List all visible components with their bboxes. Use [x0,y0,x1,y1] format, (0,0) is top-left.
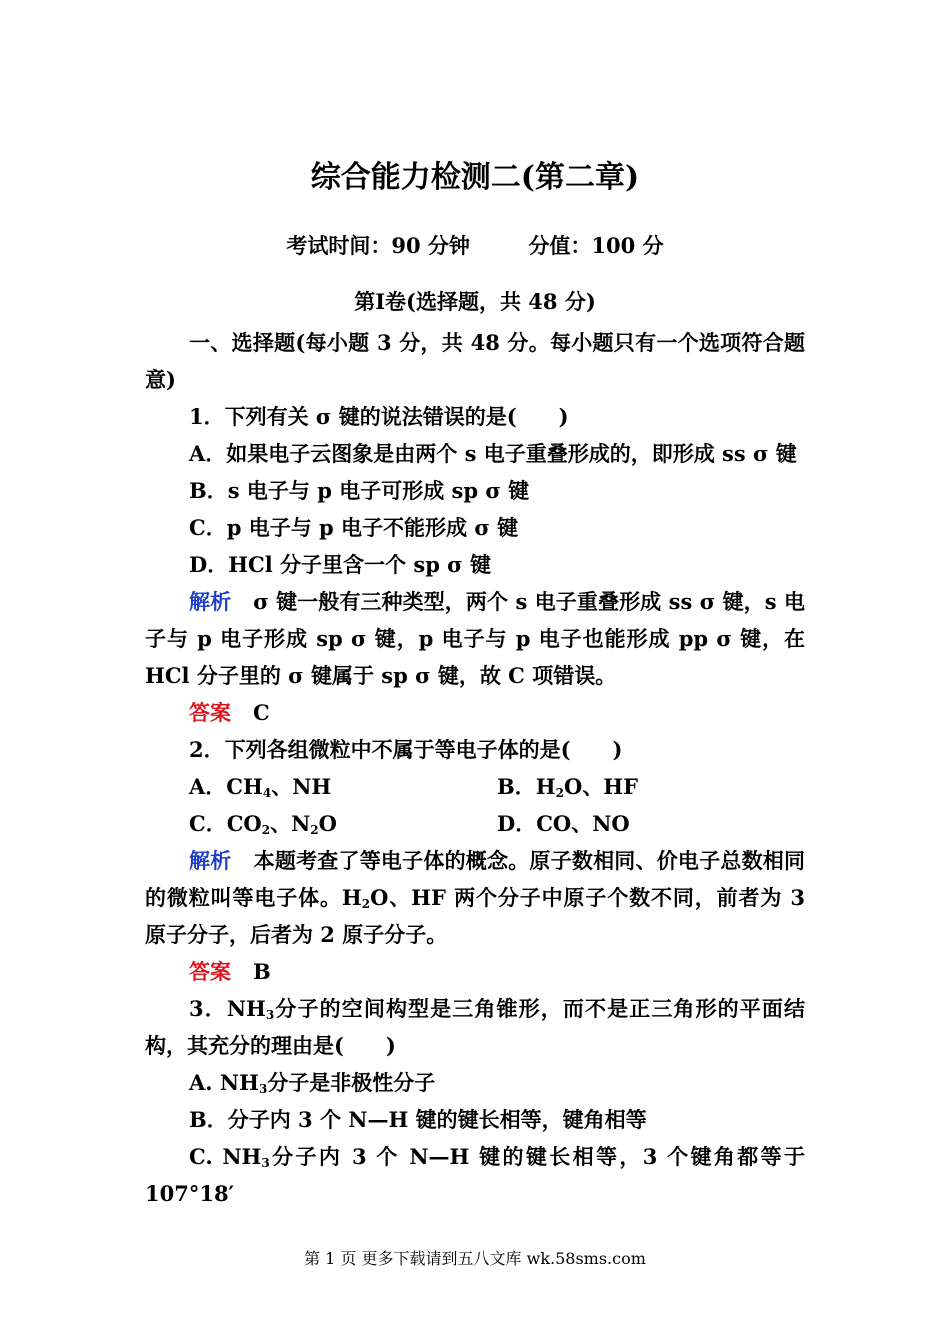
exam-score: 分值：100 分 [528,233,664,258]
q1-option-d: D．HCl 分子里含一个 sp σ 键 [189,552,491,577]
analysis-tag: 解析 [189,848,232,873]
q3-option-a: A. $NH_3$分子是非极性分子 [189,1070,436,1096]
q2-analysis: 解析 本题考查了等电子体的概念。原子数相同、价电子总数相同的微粒叫等电子体。$H_2O$、HF 两个分子中原子个数不同，前者为 3 原子分子，后者为 2 原子分子。 [145,848,806,947]
page-footer: 第 1 页 更多下载请到五八文库 wk.58sms.com [304,1249,646,1268]
q2-option-c: C．$CO_2$、$N_2O$ [189,811,337,837]
q1-analysis [145,583,805,694]
q3-option-b: B．分子内 3 个 N—H 键的键长相等，键角相等 [189,1107,647,1132]
exam-time: 考试时间：90 分钟 [286,233,470,258]
q2-answer-value: B [253,959,271,984]
answer-tag: 答案 [189,700,231,725]
q1-option-a: A．如果电子云图象是由两个 s 电子重叠形成的，即形成 ss σ 键 [189,441,797,466]
instructions: 一、选择题(每小题 3 分，共 48 分。每小题只有一个选项符合题意) [145,330,805,392]
q3-stem: 3．$NH_3$分子的空间构型是三角锥形，而不是正三角形的平面结构，其充分的理由是( ) [145,996,806,1058]
q2-options-row-1 [145,768,805,805]
q2-options-row-2 [145,805,805,842]
q3-option-c: C. $NH_3$分子内 3 个 N—H 键的键长相等，3 个键角都等于 107°18′ [145,1144,805,1206]
q2-stem: 2．下列各组微粒中不属于等电子体的是( ) [189,737,623,762]
answer-tag: 答案 [189,959,231,984]
q2-option-a: A．$CH_4$、NH [189,774,332,800]
analysis-tag: 解析 [189,589,232,614]
q2-option-d: D．CO、NO [497,811,630,836]
q1-option-c: C．p 电子与 p 电子不能形成 σ 键 [189,515,519,540]
page-title: 综合能力检测二(第二章) [310,160,640,195]
exam-meta [0,230,950,260]
q1-option-b: B．s 电子与 p 电子可形成 sp σ 键 [189,478,530,503]
q1-answer-value: C [253,700,270,725]
q2-option-b: B．$H_2O$、HF [497,774,638,800]
q1-stem: 1．下列有关 σ 键的说法错误的是( ) [189,404,569,429]
q1-analysis-text: σ 键一般有三种类型，两个 s 电子重叠形成 ss σ 键，s 电子与 p 电子形成 sp σ 键，p 电子与 p 电子也能形成 pp σ 键，在 HCl 分子里的 σ 键属于 sp σ 键，故 C 项错误。 [145,589,806,688]
section-heading: 第Ⅰ卷(选择题，共 48 分) [354,289,596,314]
question-body [145,324,805,1212]
q2-answer [145,953,805,990]
q1-answer [145,694,805,731]
